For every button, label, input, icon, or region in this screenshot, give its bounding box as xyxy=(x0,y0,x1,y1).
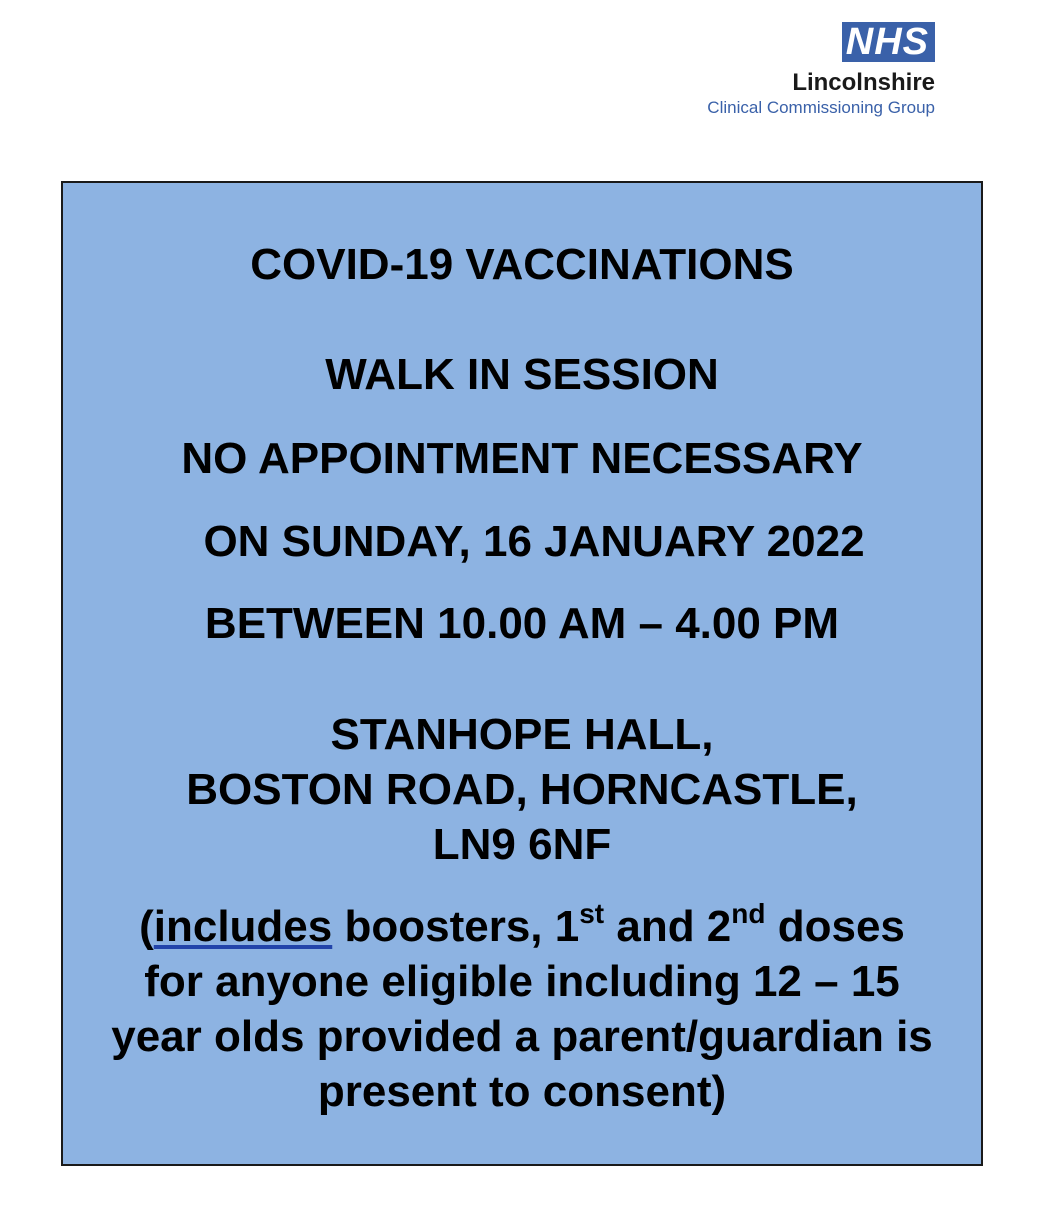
venue-address xyxy=(63,707,981,872)
org-name: Lincolnshire xyxy=(792,69,935,96)
venue-line-3: LN9 6NF xyxy=(432,820,612,869)
second-ordinal: nd xyxy=(731,898,766,929)
details-line-3: year olds provided a parent/guardian is xyxy=(111,1012,933,1061)
nhs-logo xyxy=(635,22,935,119)
details-line-4: present to consent) xyxy=(317,1067,727,1116)
venue-line-2: BOSTON ROAD, HORNCASTLE, xyxy=(186,765,858,814)
notice-title: COVID-19 VACCINATIONS xyxy=(250,240,794,289)
session-time: BETWEEN 10.00 AM – 4.00 PM xyxy=(204,599,840,648)
no-appointment-text: NO APPOINTMENT NECESSARY xyxy=(181,434,863,483)
eligibility-details xyxy=(63,899,981,1119)
session-type: WALK IN SESSION xyxy=(325,350,719,399)
session-date: ON SUNDAY, 16 JANUARY 2022 xyxy=(203,517,865,566)
nhs-badge: NHS xyxy=(842,22,935,62)
includes-word: includes xyxy=(153,902,333,951)
details-line-2: for anyone eligible including 12 – 15 xyxy=(144,957,900,1006)
boosters-text: boosters, 1 xyxy=(332,902,580,951)
doses-text: doses xyxy=(765,902,905,951)
and-second-text: and 2 xyxy=(604,902,732,951)
vaccination-notice xyxy=(61,181,983,1166)
open-paren: ( xyxy=(139,902,154,951)
details-line-1 xyxy=(63,899,981,954)
venue-line-1: STANHOPE HALL, xyxy=(330,710,714,759)
org-subtitle: Clinical Commissioning Group xyxy=(707,98,935,117)
first-ordinal: st xyxy=(579,898,605,929)
